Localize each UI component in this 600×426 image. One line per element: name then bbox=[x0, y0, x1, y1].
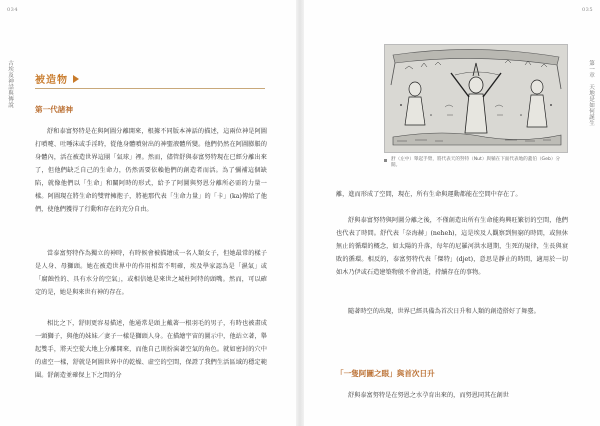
running-head-right: 第一章 天地是如何誕生 bbox=[588, 60, 594, 126]
section-title bbox=[35, 71, 79, 86]
paragraph-4 bbox=[336, 188, 568, 201]
figure-caption bbox=[384, 157, 568, 169]
book-gutter bbox=[296, 0, 304, 426]
folio-right: 035 bbox=[581, 7, 593, 13]
folio-left: 034 bbox=[7, 7, 19, 13]
paragraph-text: 舒與泰富努特是在努恩之水孕育出來的，而努恩同其在創世 bbox=[348, 392, 509, 399]
caption-marker-icon bbox=[384, 159, 387, 162]
figure-caption-text: 舒（左中）舉起手臂，將代表天的努特（Nut）與躺在下面代表地的蓋伯（Geb）分開。 bbox=[391, 157, 561, 168]
left-page bbox=[0, 0, 296, 426]
paragraph-text: 離，進而形成了空間，現在，所有生命與運動都能在空間中存在了。 bbox=[336, 191, 522, 198]
paragraph-6 bbox=[336, 305, 568, 318]
subhead-eye-of-atum: 「一隻阿圖之眼」與首次日升 bbox=[336, 369, 435, 378]
paragraph-text: 相比之下，舒則更容易描述，他通常是頭上戴著一根羽毛的男子，有時也被畫成一頭獅子，與他的妹妹／妻子一樣是獅頭人身。在描繪宇宙的圖示中，他站立著，舉起雙手，將天空從大地上分離開來，而他自己則扮演著空氣的角色。就如密封的穴中的虛空一樣，舒就是阿圖世界中的乾燥、虛空的空間，保證了我們生活區域的穩定範圍。舒創造並確保上下之間的分 bbox=[35, 320, 267, 380]
paragraph-text: 舒和泰富努特是在與阿圖分離開來，根據不同版本神話的描述，這兩位神是阿圖打噴嚏、吐唾沫或手淫時，從他身體噴射出的神聖液體所變。他們仍然在阿圖膨脹的身體內，活在被造世界這團「氣球」裡。然而，儘管舒與泰富努特現在已經分離出來了，但他們缺乏自己的生命力，仍然需要依賴他們的創造者而活。為了彌補這個缺陷，就像他們以「生命」和關阿時的形式，給予了阿圖與努恩分離所必需的力量一樣。阿圖現在將生命的雙臂擁抱子，將祂那代表「生命力量」的「卡」(ka)傳給了他們，使他們獲得了行動和存在的充分自由。 bbox=[35, 128, 267, 214]
paragraph-text: 隨著時空的出現，世界已經具備為首次日升和人類的創造搭好了舞臺。 bbox=[348, 308, 540, 315]
triangle-right-icon bbox=[73, 75, 79, 83]
egyptian-papyrus-illustration bbox=[384, 44, 568, 153]
paragraph-7 bbox=[336, 389, 568, 402]
paragraph-text: 當泰富努特作為獨立的神時，有時候會被描繪成一名人類女子，但她最常的樣子是人身、母獅頭。她在被造世界中的作用相當不明確，埃及學家認為是「濕氣」或「腐蝕性的、具有水分的空氣」，或相信她是來世之城柱阿特的頭嘴。然而，可以確定的是，她是與來世有神的存在。 bbox=[35, 250, 267, 297]
paragraph-3 bbox=[35, 317, 267, 382]
subhead-first-generation: 第一代諸神 bbox=[35, 105, 73, 114]
section-title-text: 被造物 bbox=[35, 75, 68, 86]
paragraph-2 bbox=[35, 247, 267, 299]
section-divider bbox=[35, 88, 265, 89]
running-head-left: 古埃及神話與傳說 bbox=[7, 60, 13, 108]
paragraph-text: 舒與泰富努特與阿圖分離之後，不僅創造出所有生命能夠興旺繁衍的空間，他們也代表了時間。舒代表「奈海赫」(neheh)，這是埃及人觀察到無窮的時間，或無休無止的循環的概念，如太陽的升落，每年的尼羅河洪水週期，生死的規律，生長與衰敗的循環。相反的，泰富努特代表「傑特」(djet)，意思是靜止的時間，適用於一切如木乃伊或石造建築物般不會消逝，持續存在的事物。 bbox=[336, 217, 568, 277]
paragraph-1 bbox=[35, 125, 267, 216]
paragraph-5 bbox=[336, 214, 568, 279]
